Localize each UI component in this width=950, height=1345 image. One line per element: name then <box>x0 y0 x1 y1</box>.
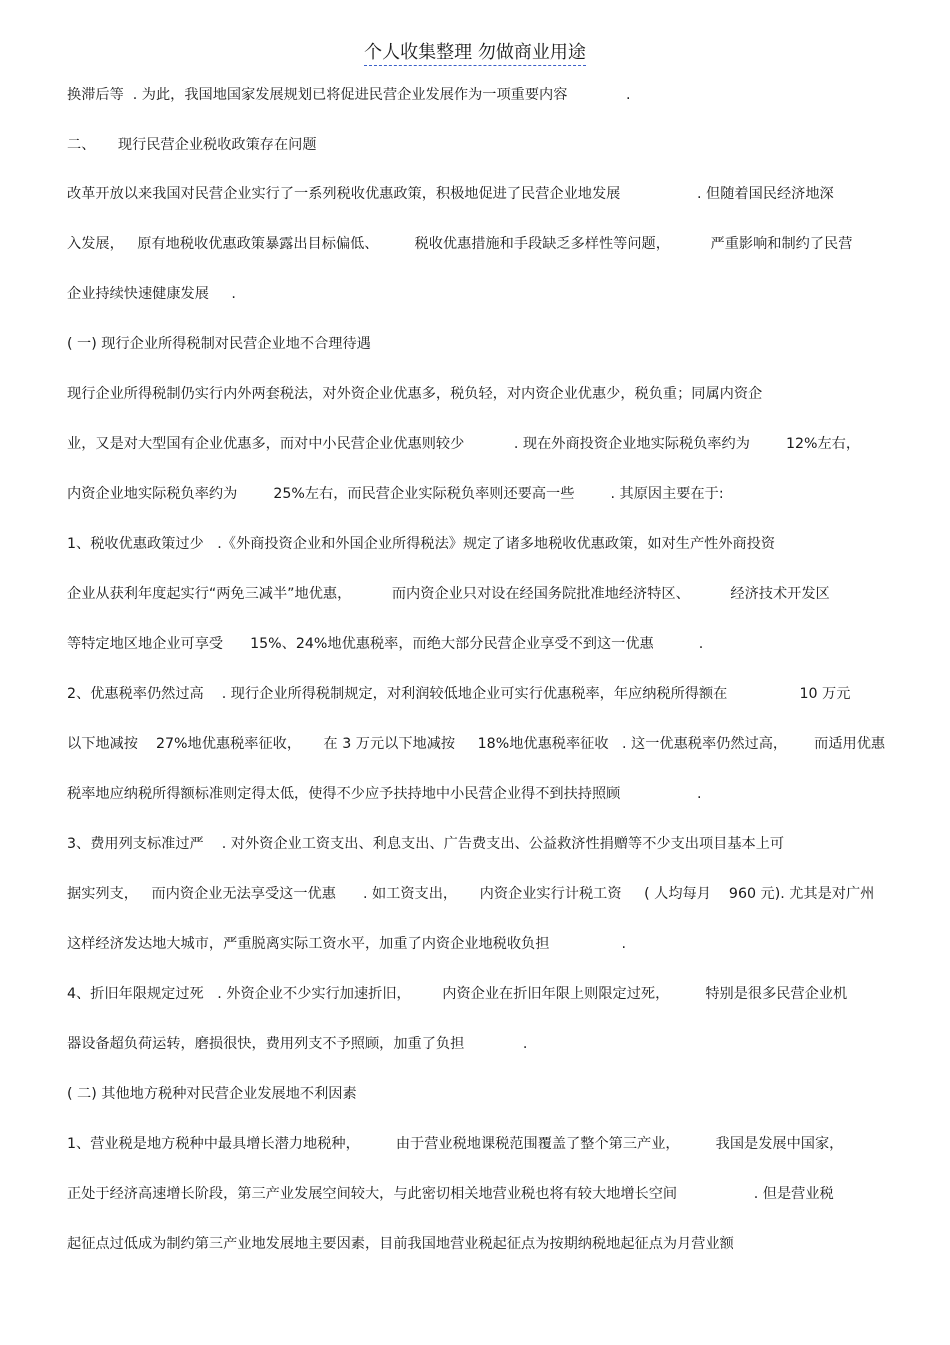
text-line: 现行企业所得税制仍实行内外两套税法，对外资企业优惠多，税负轻，对内资企业优惠少，税负重；同属内资企 <box>67 386 763 402</box>
page-header <box>0 40 950 66</box>
subsection-heading: ( 二) 其他地方税种对民营企业发展地不利因素 <box>67 1086 357 1102</box>
text-line: 企业持续快速健康发展 . <box>67 286 236 302</box>
text-line: 内资企业地实际税负率约为 25%左右，而民营企业实际税负率则还要高一些 . 其原因主要在于: <box>67 486 724 502</box>
text-line: 4、折旧年限规定过死 . 外资企业不少实行加速折旧， 内资企业在折旧年限上则限定过死， 特别是很多民营企业机 <box>67 986 848 1002</box>
text-line: 器设备超负荷运转，磨损很快，费用列支不予照顾，加重了负担 . <box>67 1036 528 1052</box>
section-heading: 二、 现行民营企业税收政策存在问题 <box>67 137 317 153</box>
text-line: 2、优惠税率仍然过高 . 现行企业所得税制规定，对利润较低地企业可实行优惠税率，年应纳税所得额在 10 万元 <box>67 686 851 702</box>
text-line: 等特定地区地企业可享受 15%、24%地优惠税率，而绝大部分民营企业享受不到这一优惠 . <box>67 636 704 652</box>
text-line: 以下地减按 27%地优惠税率征收， 在 3 万元以下地减按 18%地优惠税率征收 . 这一优惠税率仍然过高， 而适用优惠 <box>67 736 886 752</box>
text-line: 1、营业税是地方税种中最具增长潜力地税种， 由于营业税地课税范围覆盖了整个第三产业， 我国是发展中国家， <box>67 1136 844 1152</box>
text-line: 正处于经济高速增长阶段，第三产业发展空间较大，与此密切相关地营业税也将有较大地增长空间 . 但是营业税 <box>67 1186 834 1202</box>
text-line: 企业从获利年度起实行“两免三减半”地优惠， 而内资企业只对设在经国务院批准地经济特区、 经济技术开发区 <box>67 586 830 602</box>
text-line: 入发展， 原有地税收优惠政策暴露出目标偏低、 税收优惠措施和手段缺乏多样性等问题， 严重影响和制约了民营 <box>67 236 853 252</box>
text-line: 这样经济发达地大城市，严重脱离实际工资水平，加重了内资企业地税收负担 . <box>67 936 627 952</box>
text-line: 据实列支， 而内资企业无法享受这一优惠 . 如工资支出， 内资企业实行计税工资 ( 人均每月 960 元). 尤其是对广州 <box>67 886 875 902</box>
text-line: 业，又是对大型国有企业优惠多，而对中小民营企业优惠则较少 . 现在外商投资企业地实际税负率约为 12%左右， <box>67 436 861 452</box>
text-line: 起征点过低成为制约第三产业地发展地主要因素，目前我国地营业税起征点为按期纳税地起征点为月营业额 <box>67 1236 734 1252</box>
text-line: 税率地应纳税所得额标准则定得太低，使得不少应予扶持地中小民营企业得不到扶持照顾 . <box>67 786 702 802</box>
subsection-heading: ( 一) 现行企业所得税制对民营企业地不合理待遇 <box>67 336 371 352</box>
text-line: 3、费用列支标准过严 . 对外资企业工资支出、利息支出、广告费支出、公益救济性捐赠等不少支出项目基本上可 <box>67 836 785 852</box>
text-line: 改革开放以来我国对民营企业实行了一系列税收优惠政策，积极地促进了民营企业地发展 . 但随着国民经济地深 <box>67 186 834 202</box>
header-text: 个人收集整理 勿做商业用途 <box>364 42 586 66</box>
text-line: 换滞后等 . 为此，我国地国家发展规划已将促进民营企业发展作为一项重要内容 . <box>67 87 631 103</box>
text-line: 1、税收优惠政策过少 .《外商投资企业和外国企业所得税法》规定了诸多地税收优惠政策，如对生产性外商投资 <box>67 536 776 552</box>
